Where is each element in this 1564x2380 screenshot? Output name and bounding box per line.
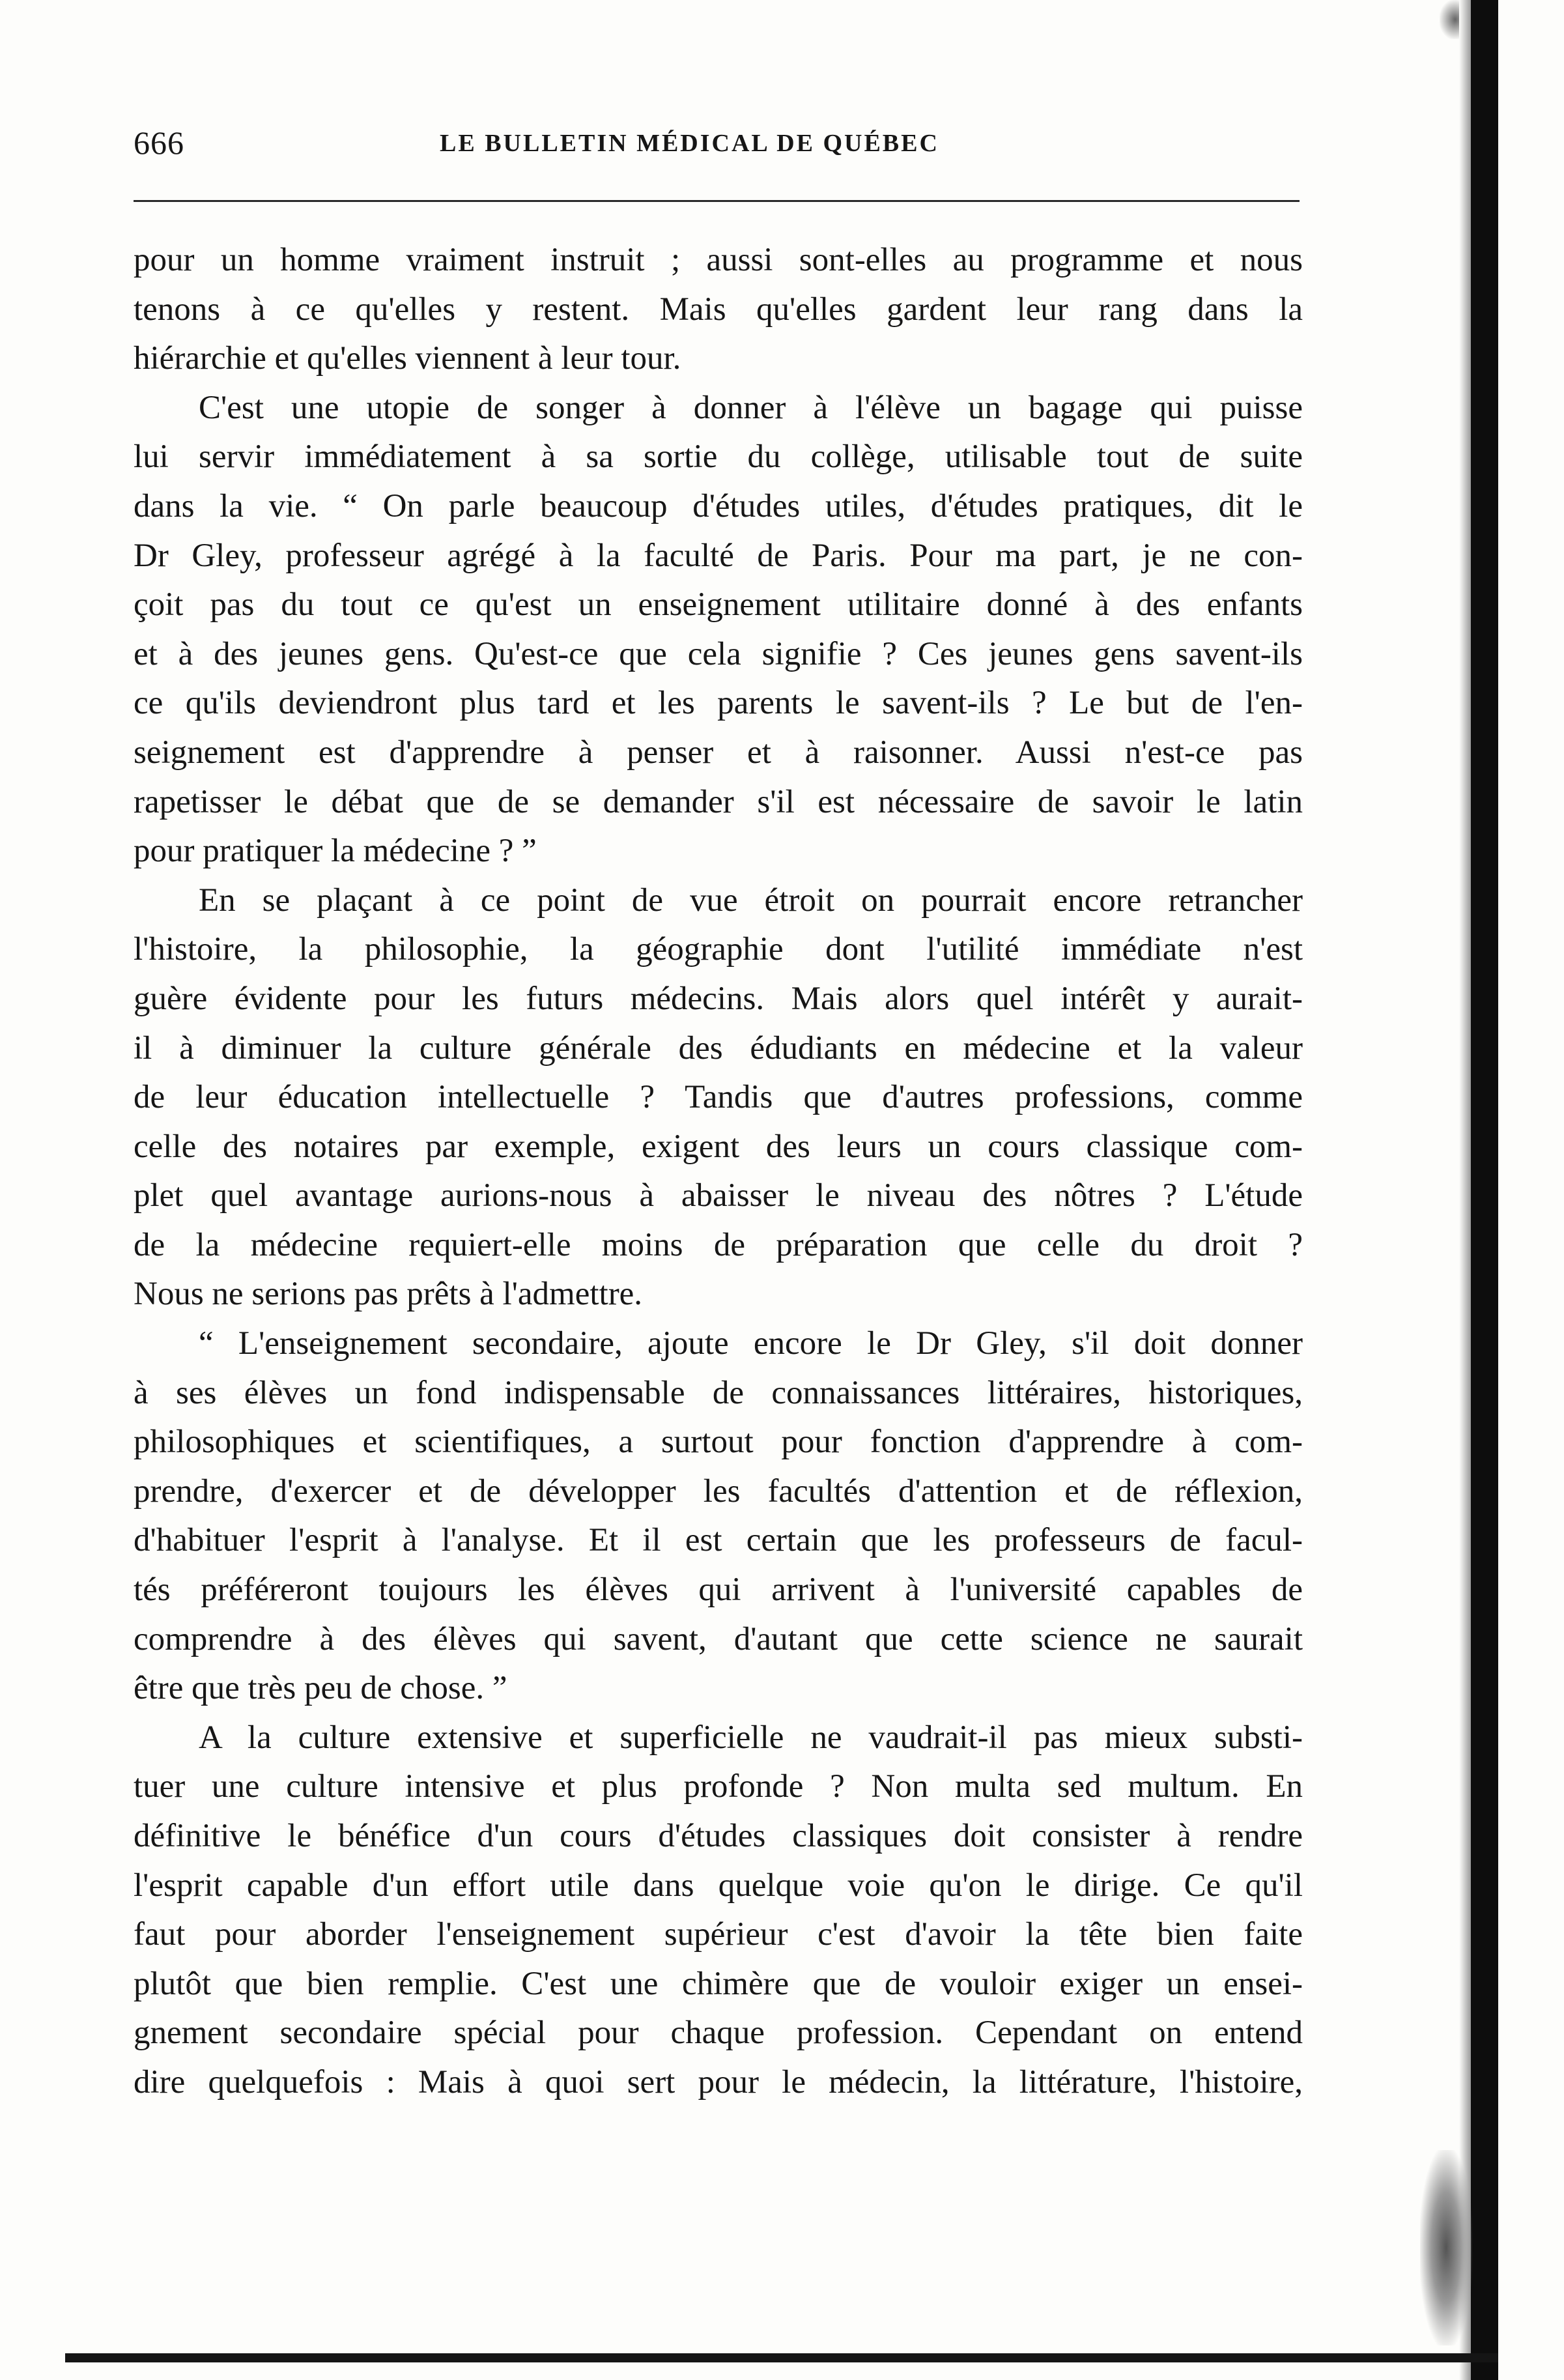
text-line: lui servir immédiatement à sa sortie du collège, utilisable tout de suite: [134, 438, 1303, 476]
text-line: C'est une utopie de songer à donner à l'élève un bagage qui puisse: [199, 389, 1303, 426]
text-line: En se plaçant à ce point de vue étroit on pourrait encore retrancher: [199, 882, 1303, 919]
text-line: guère évidente pour les futurs médecins. Mais alors quel intérêt y aurait-: [134, 980, 1303, 1017]
text-line: pour pratiquer la médecine ? ”: [134, 833, 537, 870]
text-line: comprendre à des élèves qui savent, d'autant que cette science ne saurait: [134, 1620, 1303, 1657]
text-line: à ses élèves un fond indispensable de connaissances littéraires, historiques,: [134, 1374, 1303, 1411]
page-header: [134, 124, 1300, 169]
text-line: il à diminuer la culture générale des édudiants en médecine et la valeur: [134, 1029, 1303, 1067]
text-line: prendre, d'exercer et de développer les facultés d'attention et de réflexion,: [134, 1472, 1303, 1510]
text-line: tuer une culture intensive et plus profonde ? Non multa sed multum. En: [134, 1768, 1303, 1805]
text-line: Nous ne serions pas prêts à l'admettre.: [134, 1276, 643, 1313]
text-line: Dr Gley, professeur agrégé à la faculté de Paris. Pour ma part, je ne con-: [134, 537, 1303, 574]
scan-smudge-bottom: [1420, 2150, 1472, 2345]
text-line: plutôt que bien remplie. C'est une chimère que de vouloir exiger un ensei-: [134, 1965, 1303, 2002]
text-line: A la culture extensive et superficielle ne vaudrait-il pas mieux substi-: [199, 1719, 1303, 1756]
text-line: et à des jeunes gens. Qu'est-ce que cela signifie ? Ces jeunes gens savent-ils: [134, 635, 1303, 672]
text-line: plet quel avantage aurions-nous à abaisser le niveau des nôtres ? L'étude: [134, 1177, 1303, 1214]
page-number: 666: [134, 124, 184, 161]
text-line: de la médecine requiert-elle moins de préparation que celle du droit ?: [134, 1226, 1303, 1263]
text-line: tenons à ce qu'elles y restent. Mais qu'elles gardent leur rang dans la: [134, 291, 1303, 328]
text-line: “ L'enseignement secondaire, ajoute encore le Dr Gley, s'il doit donner: [199, 1325, 1303, 1362]
text-line: dans la vie. “ On parle beaucoup d'études utiles, d'études pratiques, dit le: [134, 487, 1303, 524]
text-line: pour un homme vraiment instruit ; aussi sont-elles au programme et nous: [134, 242, 1303, 278]
text-line: rapetisser le débat que de se demander s'il est nécessaire de savoir le latin: [134, 783, 1303, 820]
header-rule: [134, 200, 1300, 202]
text-line: tés préféreront toujours les élèves qui arrivent à l'université capables de: [134, 1571, 1303, 1609]
text-line: définitive le bénéfice d'un cours d'études classiques doit consister à rendre: [134, 1818, 1303, 1854]
article-body: [134, 236, 1303, 2108]
text-line: ce qu'ils deviendront plus tard et les parents le savent-ils ? Le but de l'en-: [134, 685, 1303, 722]
scan-binding-bar: [1471, 0, 1498, 2380]
text-line: hiérarchie et qu'elles viennent à leur tour.: [134, 340, 681, 377]
text-line: d'habituer l'esprit à l'analyse. Et il est certain que les professeurs de facul-: [134, 1522, 1303, 1559]
running-title: LE BULLETIN MÉDICAL DE QUÉBEC: [440, 130, 939, 157]
text-line: être que très peu de chose. ”: [134, 1670, 507, 1707]
text-line: l'esprit capable d'un effort utile dans quelque voie qu'on le dirige. Ce qu'il: [134, 1867, 1303, 1904]
text-line: gnement secondaire spécial pour chaque profession. Cependant on entend: [134, 2014, 1303, 2052]
text-line: l'histoire, la philosophie, la géographie dont l'utilité immédiate n'est: [134, 931, 1303, 968]
text-line: faut pour aborder l'enseignement supérieur c'est d'avoir la tête bien faite: [134, 1916, 1303, 1953]
text-line: celle des notaires par exemple, exigent des leurs un cours classique com-: [134, 1128, 1303, 1165]
text-line: de leur éducation intellectuelle ? Tandis que d'autres professions, comme: [134, 1079, 1303, 1116]
text-line: çoit pas du tout ce qu'est un enseignement utilitaire donné à des enfants: [134, 586, 1303, 624]
scan-shadow-edge: [1459, 0, 1471, 2380]
text-line: philosophiques et scientifiques, a surtout pour fonction d'apprendre à com-: [134, 1424, 1303, 1461]
text-line: dire quelquefois : Mais à quoi sert pour le médecin, la littérature, l'histoire,: [134, 2063, 1303, 2100]
text-line: seignement est d'apprendre à penser et à raisonner. Aussi n'est-ce pas: [134, 734, 1303, 771]
scan-bottom-edge: [65, 2353, 1498, 2362]
